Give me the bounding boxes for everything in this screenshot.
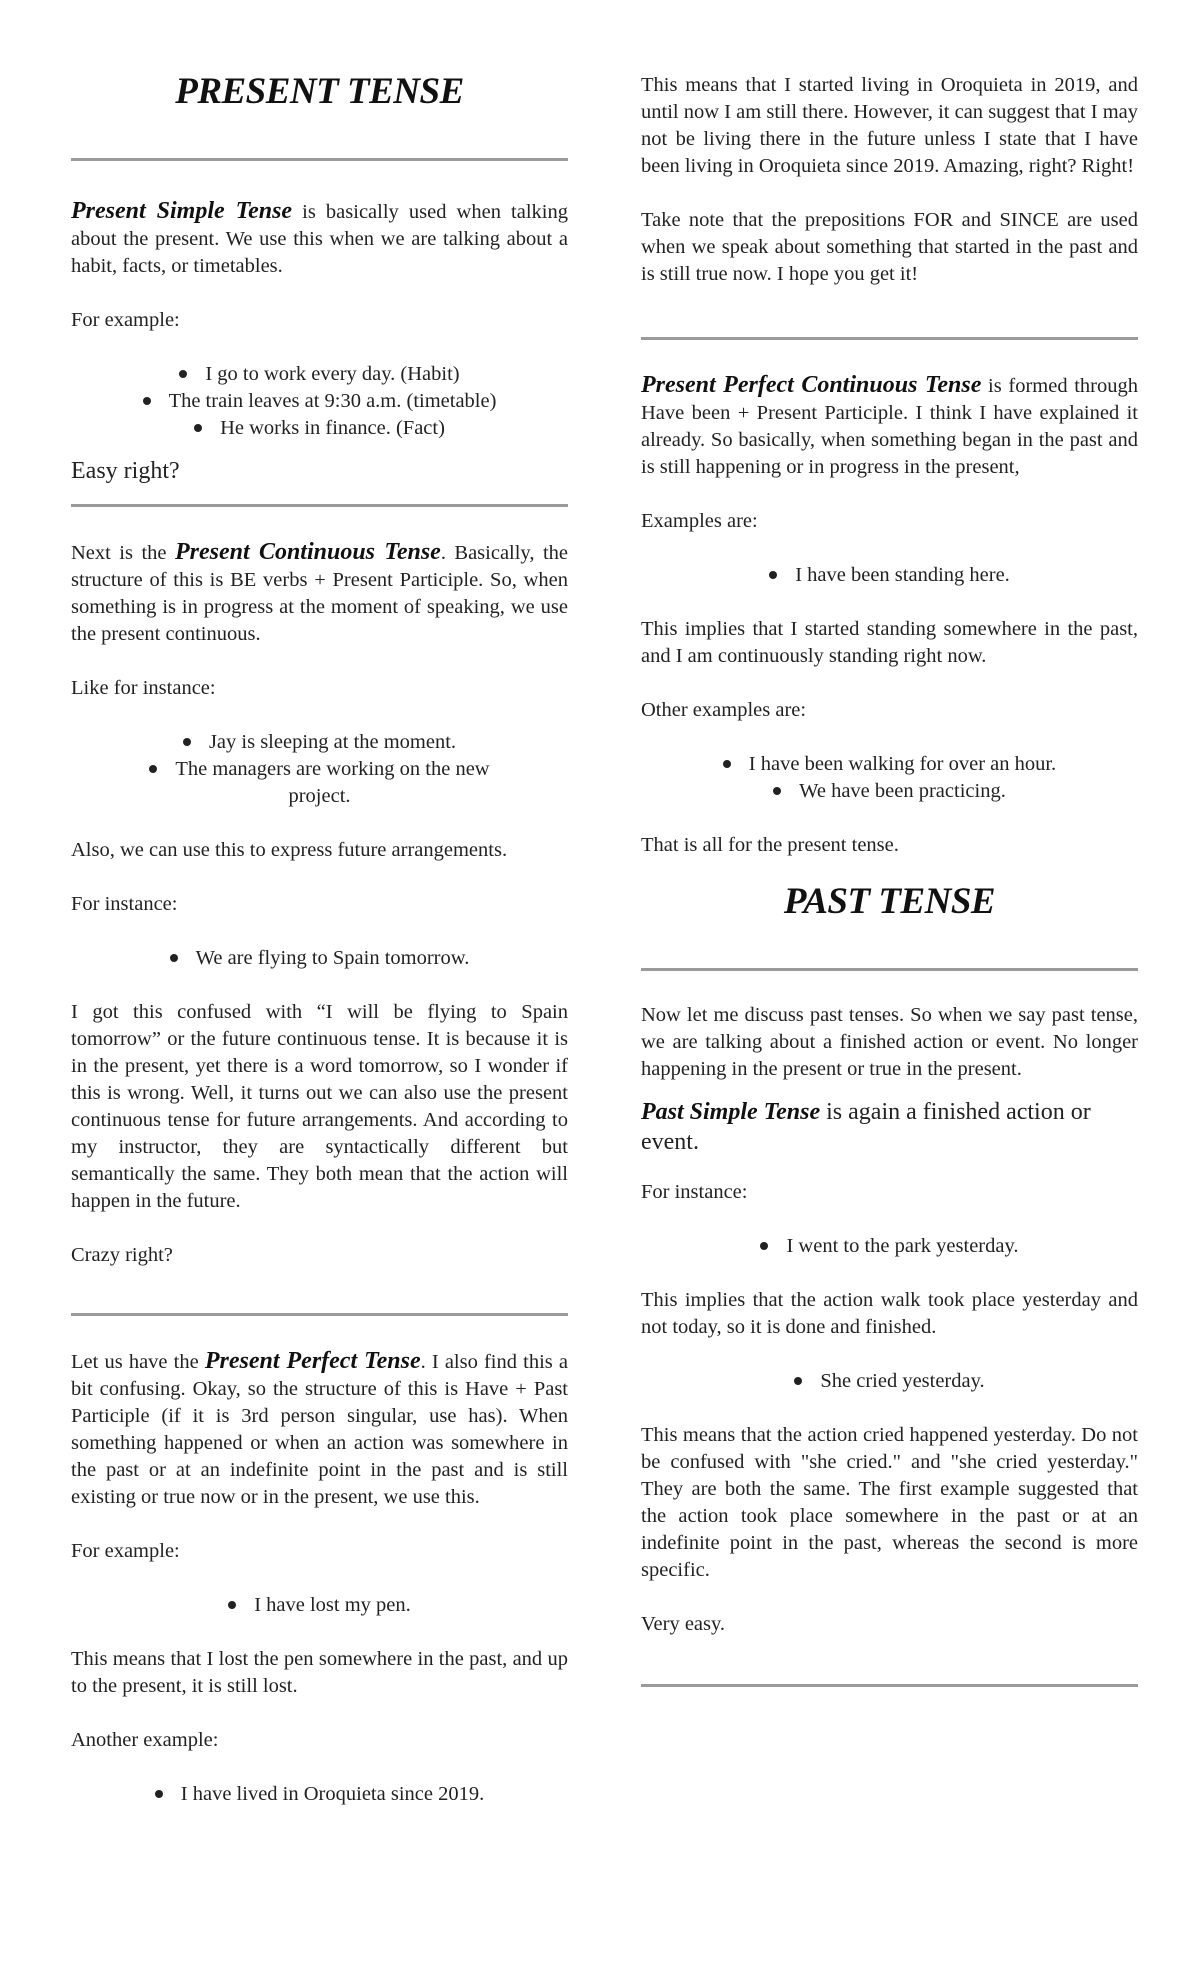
divider [641,337,1138,340]
bullet-icon [194,424,202,432]
bullet-icon [155,1790,163,1798]
list-item: We have been practicing. [641,778,1138,805]
list-item: He works in finance. (Fact) [71,415,568,442]
list-item: I have been walking for over an hour. [641,751,1138,778]
bullet-icon [183,738,191,746]
past-simple-paragraph: Past Simple Tense is again a finished action or event. [641,1099,1091,1155]
label-for-instance: For instance: [71,893,178,915]
term-present-perfect: Present Perfect Tense [204,1348,421,1374]
present-perfect-continuous-examples [641,562,1138,589]
term-present-continuous: Present Continuous Tense [174,539,441,565]
present-continuous-examples [71,729,568,810]
divider [641,1684,1138,1687]
cried-explanation: This means that the action cried happened yesterday. Do not be confused with "she cried." and "she cried yesterday." They are both the same. The first example suggested that the action took place somewhere in the past or at an indefinite point in the past, whereas the second is more specific. [641,1424,1138,1581]
term-present-simple: Present Simple Tense [71,198,293,224]
divider [71,158,568,161]
label-another-example: Another example: [71,1729,219,1751]
bullet-icon [170,954,178,962]
past-simple-examples-2 [641,1368,1138,1395]
list-item: The managers are working on the new project. [71,756,568,810]
present-simple-examples [71,361,568,442]
bullet-icon [179,370,187,378]
bullet-icon [149,765,157,773]
label-for-instance: For instance: [641,1181,748,1203]
list-item: I have been standing here. [641,562,1138,589]
present-perfect-examples [71,1592,568,1619]
term-present-perfect-continuous: Present Perfect Continuous Tense [641,372,982,398]
present-tense-title: PRESENT TENSE [175,71,464,112]
oroquieta-explanation: This means that I started living in Oroquieta in 2019, and until now I am still there. However, it can suggest that I may not be living there in the future unless I state that I have been living in Oroquieta since 2019. Amazing, right? Right! [641,74,1138,177]
past-tense-intro: Now let me discuss past tenses. So when we say past tense, we are talking about a finished action or event. No longer happening in the present or true in the present. [641,1004,1138,1080]
walk-explanation: This implies that the action walk took place yesterday and not today, so it is done and finished. [641,1289,1138,1338]
list-item: She cried yesterday. [641,1368,1138,1395]
present-simple-paragraph: Present Simple Tense is basically used when talking about the present. We use this when we are talking about a habit, facts, or timetables. [71,198,568,277]
bullet-icon [769,571,777,579]
confusion-paragraph: I got this confused with “I will be flying to Spain tomorrow” or the future continuous tense. It is because it is in the present, yet there is a word tomorrow, so I wonder if this is wrong. Well, it turns out we can also use the present continuous tense for future arrangements. And according to my instructor, they are syntactically different but semantically the same. They both mean that the action will happen in the future. [71,1001,568,1212]
label-for-example: For example: [71,309,180,331]
present-perfect-continuous-examples-2 [641,751,1138,805]
present-continuous-paragraph: Next is the Present Continuous Tense. Basically, the structure of this is BE verbs + Present Participle. So, when something is in progress at the moment of speaking, we use the present continuous. [71,539,568,645]
past-tense-title: PAST TENSE [783,881,996,922]
bullet-icon [794,1377,802,1385]
label-other-examples: Other examples are: [641,699,807,721]
present-tense-closing: That is all for the present tense. [641,834,899,856]
left-column [71,0,568,1808]
crazy-right-text: Crazy right? [71,1244,173,1266]
divider [641,968,1138,971]
term-past-simple: Past Simple Tense [641,1099,821,1125]
past-simple-examples [641,1233,1138,1260]
list-item: I have lived in Oroquieta since 2019. [71,1781,568,1808]
divider [71,504,568,507]
prepositions-note: Take note that the prepositions FOR and SINCE are used when we speak about something that started in the past and is still true now. I hope you get it! [641,209,1138,285]
present-perfect-paragraph: Let us have the Present Perfect Tense. I also find this a bit confusing. Okay, so the structure of this is Have + Past Participle (if it is 3rd person singular, use has). When something happened or when an action was somewhere in the past or at an indefinite point in the past and is still existing or true now or in the present, we use this. [71,1348,568,1508]
list-item: I have lost my pen. [71,1592,568,1619]
future-arrangements-text: Also, we can use this to express future arrangements. [71,839,508,861]
lost-pen-explanation: This means that I lost the pen somewhere in the past, and up to the present, it is still lost. [71,1648,568,1697]
divider [71,1313,568,1316]
easy-right-text: Easy right? [71,458,180,484]
very-easy-text: Very easy. [641,1613,726,1635]
list-item: The train leaves at 9:30 a.m. (timetable) [71,388,568,415]
bullet-icon [143,397,151,405]
right-column [641,0,1138,1687]
list-item: Jay is sleeping at the moment. [71,729,568,756]
label-like-for-instance: Like for instance: [71,677,216,699]
bullet-icon [760,1242,768,1250]
bullet-icon [228,1601,236,1609]
label-for-example: For example: [71,1540,180,1562]
present-perfect-continuous-paragraph: Present Perfect Continuous Tense is formed through Have been + Present Participle. I think I have explained it already. So basically, when something began in the past and is still happening or in progress in the present, [641,372,1138,478]
standing-explanation: This implies that I started standing somewhere in the past, and I am continuously standing right now. [641,618,1138,667]
bullet-icon [773,787,781,795]
list-item: I went to the park yesterday. [641,1233,1138,1260]
list-item: I go to work every day. (Habit) [71,361,568,388]
future-arrangement-examples [71,945,568,972]
label-examples-are: Examples are: [641,510,758,532]
list-item: We are flying to Spain tomorrow. [71,945,568,972]
present-perfect-examples-2 [71,1781,568,1808]
bullet-icon [723,760,731,768]
